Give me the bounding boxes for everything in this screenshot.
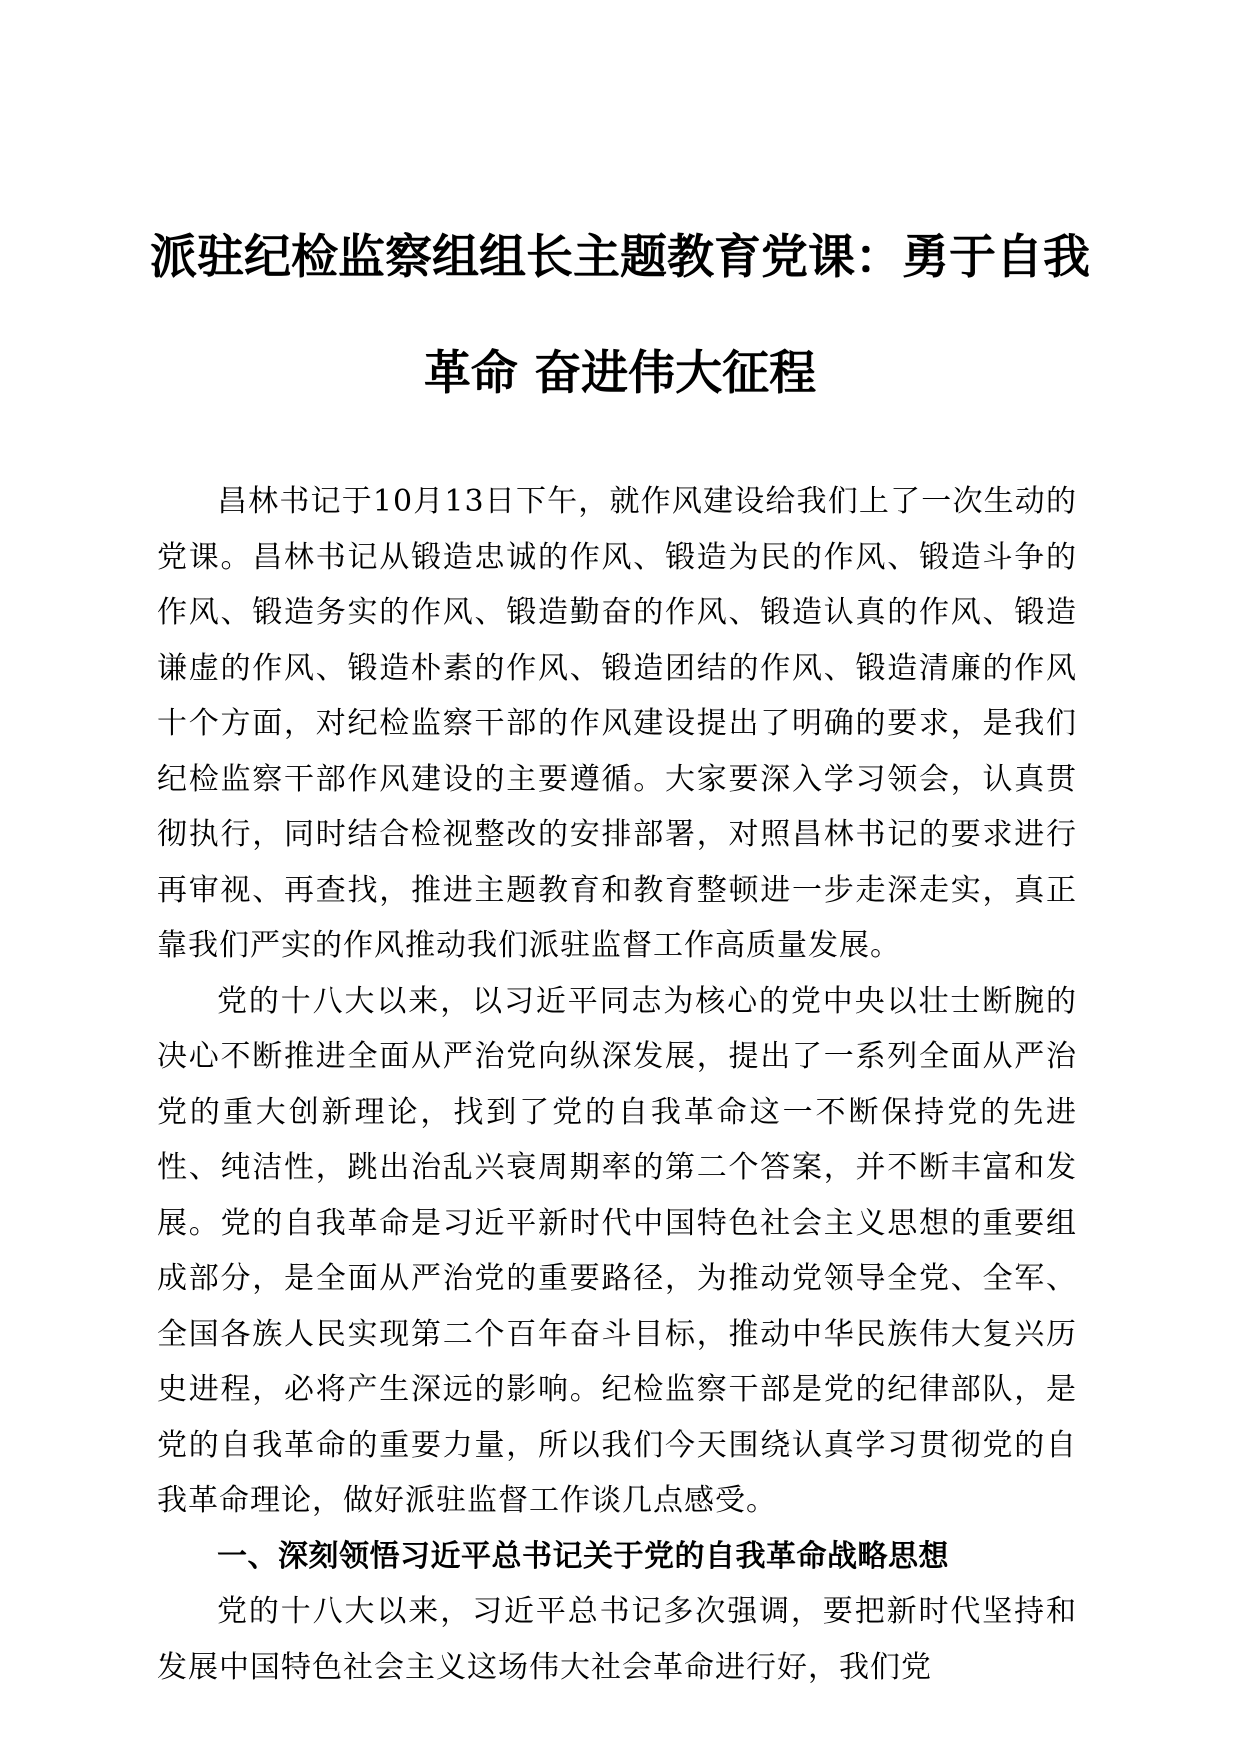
section-heading-1: 一、深刻领悟习近平总书记关于党的自我革命战略思想 [217, 1538, 949, 1574]
document-title-line-2: 革命 奋进伟大征程 [423, 346, 817, 401]
document-body [157, 474, 1077, 1695]
body-paragraph-1: 昌林书记于10月13日下午，就作风建设给我们上了一次生动的党课。昌林书记从锻造忠诚的作风、锻造为民的作风、锻造斗争的作风、锻造务实的作风、锻造勤奋的作风、锻造认真的作风、锻造谦虚的作风、锻造朴素的作风、锻造团结的作风、锻造清廉的作风十个方面，对纪检监察干部的作风建设提出了明确的要求，是我们纪检监察干部作风建设的主要遵循。大家要深入学习领会，认真贯彻执行，同时结合检视整改的安排部署，对照昌林书记的要求进行再审视、再查找，推进主题教育和教育整顿进一步走深走实，真正靠我们严实的作风推动我们派驻监督工作高质量发展。 [157, 484, 1077, 963]
document-title-line-1: 派驻纪检监察组组长主题教育党课：勇于自我 [150, 230, 1090, 285]
body-paragraph-2: 党的十八大以来，以习近平同志为核心的党中央以壮士断腕的决心不断推进全面从严治党向纵深发展，提出了一系列全面从严治党的重大创新理论，找到了党的自我革命这一不断保持党的先进性、纯洁性，跳出治乱兴衰周期率的第二个答案，并不断丰富和发展。党的自我革命是习近平新时代中国特色社会主义思想的重要组成部分，是全面从严治党的重要路径，为推动党领导全党、全军、全国各族人民实现第二个百年奋斗目标，推动中华民族伟大复兴历史进程，必将产生深远的影响。纪检监察干部是党的纪律部队，是党的自我革命的重要力量，所以我们今天围绕认真学习贯彻党的自我革命理论，做好派驻监督工作谈几点感受。 [157, 983, 1077, 1518]
body-paragraph-3: 党的十八大以来，习近平总书记多次强调，要把新时代坚持和发展中国特色社会主义这场伟大社会革命进行好，我们党 [157, 1594, 1077, 1685]
